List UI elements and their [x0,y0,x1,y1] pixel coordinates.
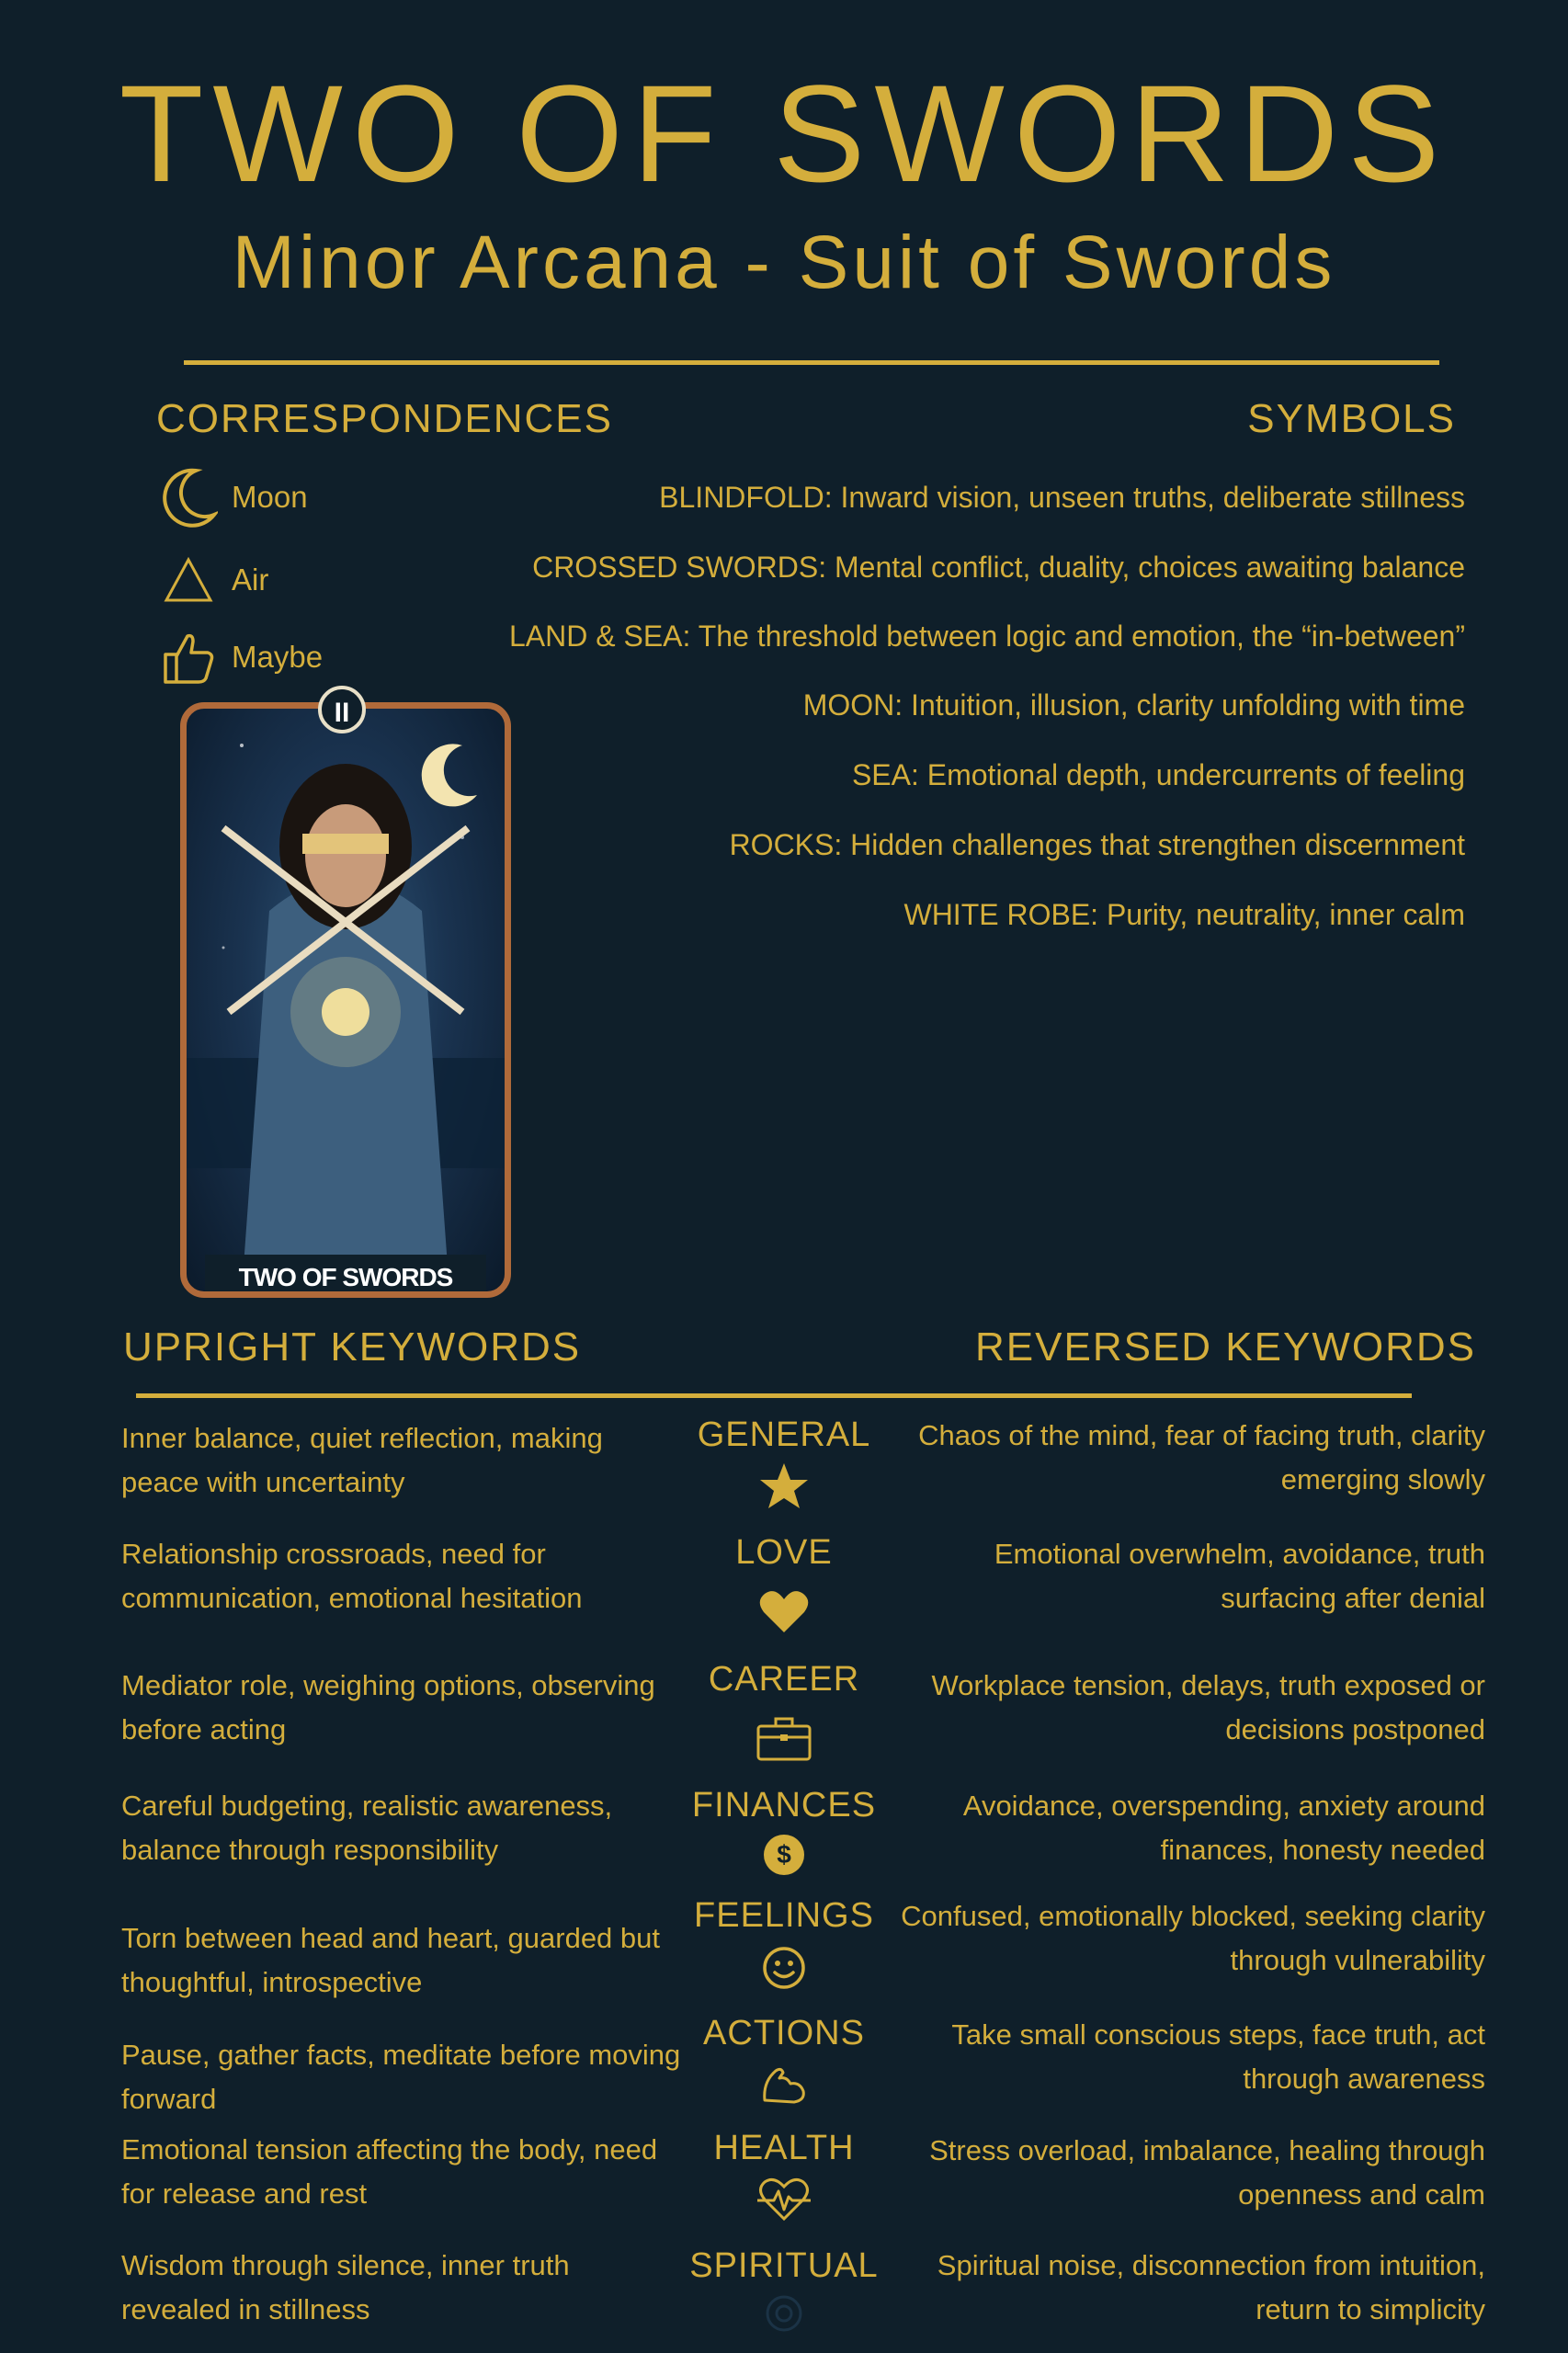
page-subtitle: Minor Arcana - Suit of Swords [232,221,1336,304]
symbol-item: WHITE ROBE: Purity, neutrality, inner calm [903,898,1465,931]
symbol-item: CROSSED SWORDS: Mental conflict, duality, choices awaiting balance [532,551,1465,584]
triangle-air-icon [156,548,221,612]
lotus-icon [671,2292,897,2342]
upright-health: Emotional tension affecting the body, need for release and rest [121,2133,658,2211]
reversed-spiritual: Spiritual noise, disconnection from intuition, return to simplicity [937,2249,1485,2326]
category-label: LOVE [735,1533,833,1572]
card-illustration [187,709,505,1291]
upright-finances: Careful budgeting, realistic awareness, balance through responsibility [121,1790,613,1867]
symbol-item: LAND & SEA: The threshold between logic and emotion, the “in-between” [509,620,1465,653]
category-health [671,2131,897,2224]
category-finances [671,1788,897,1883]
upright-spiritual: Wisdom through silence, inner truth revealed in stillness [121,2249,570,2326]
reversed-health: Stress overload, imbalance, healing through openness and calm [929,2134,1485,2211]
category-love [671,1535,897,1638]
upright-career: Mediator role, weighing options, observing before acting [121,1669,655,1746]
category-feelings [671,1898,897,1995]
category-label: GENERAL [697,1415,871,1454]
category-label: SPIRITUAL [689,2246,879,2285]
thumbs-up-icon [156,625,221,689]
reversed-general: Chaos of the mind, fear of facing truth, clarity emerging slowly [918,1419,1485,1496]
card-title-label: TWO OF SWORDS [238,1263,453,1291]
category-label: ACTIONS [703,2014,865,2052]
reversed-keywords-heading: REVERSED KEYWORDS [975,1324,1476,1370]
smiley-icon [671,1946,897,1995]
upright-actions: Pause, gather facts, meditate before moving forward [121,2039,681,2116]
reversed-feelings: Confused, emotionally blocked, seeking clarity through vulnerability [901,1900,1485,1977]
upright-general: Inner balance, quiet reflection, making peace with uncertainty [121,1422,603,1499]
category-label: FINANCES [691,1786,877,1824]
reversed-career: Workplace tension, delays, truth exposed or decisions postponed [931,1669,1485,1746]
flexed-arm-icon [671,2063,897,2113]
upright-feelings: Torn between head and heart, guarded but thoughtful, introspective [121,1922,661,1999]
heartbeat-icon [671,2175,897,2224]
reversed-finances: Avoidance, overspending, anxiety around finances, honesty needed [962,1790,1485,1867]
reversed-actions: Take small conscious steps, face truth, act through awareness [951,2018,1485,2096]
heart-icon [671,1588,897,1638]
briefcase-icon [671,1715,897,1765]
symbol-item: MOON: Intuition, illusion, clarity unfolding with time [802,688,1465,722]
category-actions [671,2016,897,2113]
correspondence-label: Moon [232,480,308,514]
category-label: CAREER [708,1660,860,1699]
crescent-moon-icon [156,465,221,529]
tarot-card-image [180,702,511,1298]
page-title: TWO OF SWORDS [119,56,1449,210]
correspondence-label: Maybe [232,640,324,674]
symbol-item: SEA: Emotional depth, undercurrents of feeling [851,758,1465,791]
symbol-item: BLINDFOLD: Inward vision, unseen truths, deliberate stillness [659,481,1465,514]
upright-keywords-heading: UPRIGHT KEYWORDS [123,1324,582,1370]
star-icon [671,1461,897,1511]
category-career [671,1662,897,1765]
correspondence-element [156,548,268,612]
category-spiritual [671,2248,897,2342]
symbols-heading: SYMBOLS [1247,396,1456,441]
correspondence-label: Air [232,563,269,597]
header-divider [184,360,1439,365]
dollar-coin-icon [671,1834,897,1883]
category-label: HEALTH [713,2129,855,2167]
card-number-badge: II [318,686,366,733]
symbol-item: ROCKS: Hidden challenges that strengthen discernment [729,828,1465,861]
keywords-divider [136,1393,1412,1398]
category-label: FEELINGS [694,1896,874,1935]
reversed-love: Emotional overwhelm, avoidance, truth surfacing after denial [994,1538,1485,1615]
upright-love: Relationship crossroads, need for communication, emotional hesitation [121,1538,583,1615]
svg-text:$: $ [777,1840,791,1869]
correspondences-heading: CORRESPONDENCES [156,396,613,441]
category-general [671,1417,897,1511]
